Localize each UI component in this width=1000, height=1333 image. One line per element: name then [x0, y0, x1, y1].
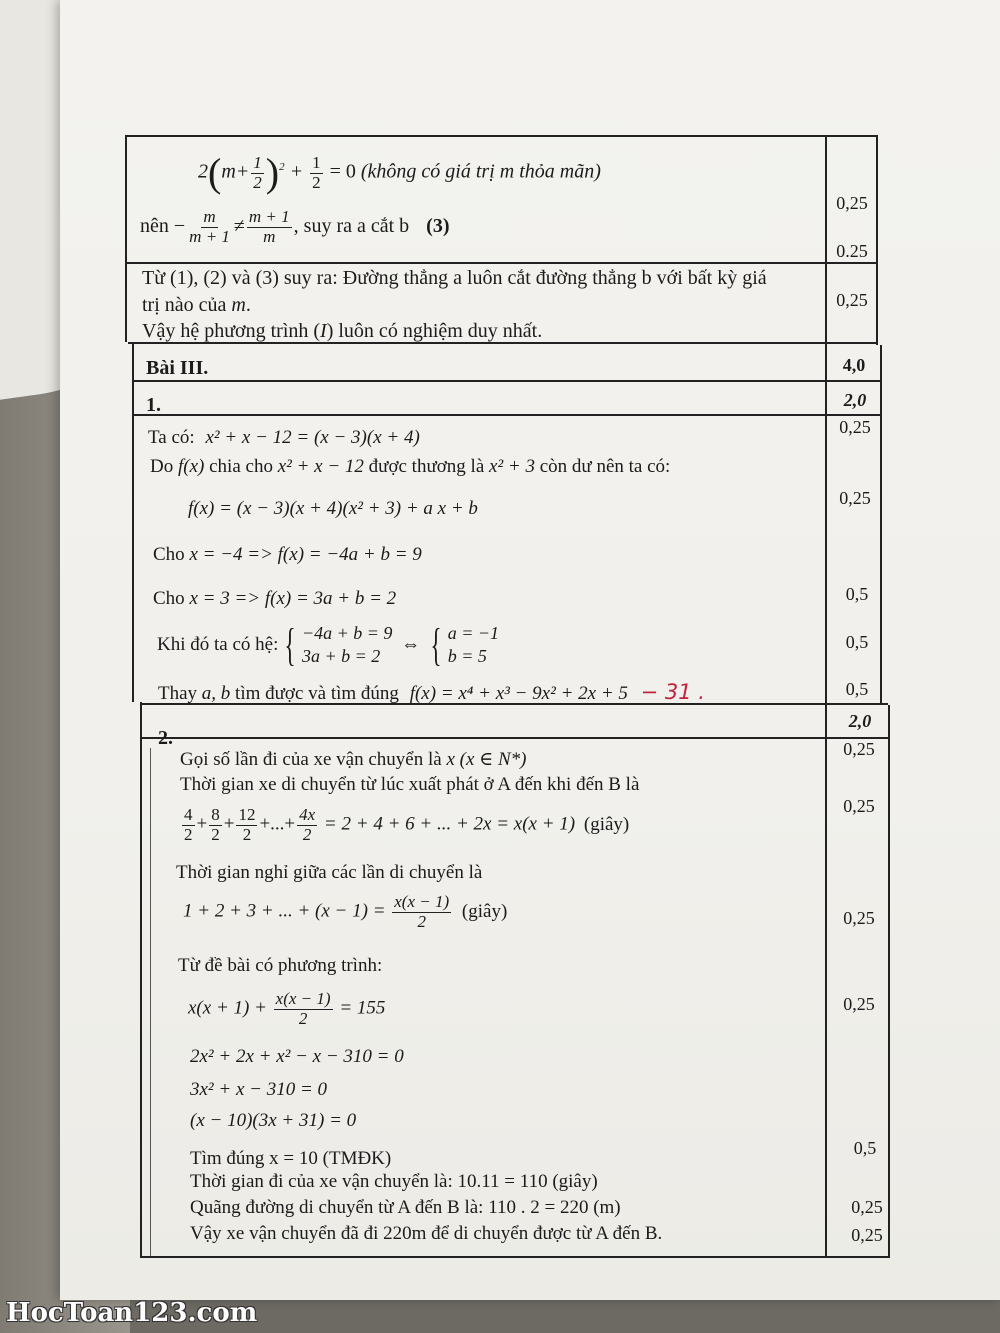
p2-score-2: 0,25	[843, 796, 875, 816]
summary-line-2-text: trị nào của	[142, 294, 227, 316]
equation-no-solution: 2(m+ $\frac{1}{2}$ )$^2$ + $\frac{1}{2}$ = 0 (không có giá trị m thỏa mãn)	[198, 150, 601, 195]
conclusion-suffix: , suy ra a cắt b	[293, 214, 410, 237]
summary-line-2: trị nào của m.	[142, 294, 251, 316]
p1-score-5: 0,5	[845, 679, 869, 699]
p2-goi-math: x (x ∈ N*)	[446, 749, 527, 770]
p2-score-3: 0,25	[843, 908, 875, 928]
p2-nghi-num: x(x − 1)	[394, 892, 450, 911]
p1-do-mid1: chia cho	[209, 456, 273, 477]
table-right-border-upper	[876, 135, 878, 345]
p2-sum-formula: $\frac{4}{2}$ + $\frac{8}{2}$ + $\frac{12}{2}$ +...+ $\frac{4x}{2}$ = 2 + 4 + 6 + ... + 2x = x(x + 1) (giây)	[184, 805, 630, 844]
p1-score-3: 0,5	[845, 584, 869, 604]
p1-sys-left-2: 3a + b = 2	[301, 646, 381, 667]
p2-score-5: 0,5	[853, 1138, 877, 1158]
summary-var-i: I	[320, 320, 327, 342]
table-left-border-upper	[125, 135, 127, 342]
p1-system: Khi đó ta có hệ: { −4a + b = 9 3a + b = 2 ⇔ { a = −1 b = 5	[157, 619, 500, 671]
p2-nghi-den: 2	[417, 911, 426, 931]
table-right-border-lower	[888, 705, 890, 1257]
p2-nghi-formula	[183, 893, 507, 931]
p1-do-prefix: Do	[150, 456, 174, 477]
p1-do-math1: x² + x − 12	[277, 456, 364, 477]
p2-thoi-gian-di: Thời gian xe di chuyển từ lúc xuất phát ở A đến khi đến B là	[180, 774, 640, 795]
no-solution-note: (không có giá trị m thỏa mãn)	[360, 160, 601, 183]
p2-sum-unit: (giây)	[583, 813, 630, 835]
p1-cho-1	[153, 544, 422, 566]
part-2-score: 2,0	[848, 711, 872, 731]
p2-pt-num: x(x − 1)	[275, 989, 331, 1008]
part-1-title: 1.	[146, 394, 161, 416]
section-score: 4,0	[842, 355, 866, 375]
p2-pt-right: = 155	[339, 997, 386, 1019]
table-left-border-middle	[132, 342, 134, 702]
p2-pt-den: 2	[298, 1008, 308, 1028]
p2-thoi-gian: Thời gian đi của xe vận chuyển là: 10.11 = 110 (giây)	[190, 1171, 598, 1192]
summary-line-3	[142, 320, 542, 343]
p1-thay-math: f(x) = x⁴ + x³ − 9x² + 2x + 5	[409, 683, 628, 704]
p2-sum-tail: = 2 + 4 + 6 + ... + 2x = x(x + 1)	[323, 813, 576, 835]
p1-cho2-prefix: Cho	[153, 588, 185, 609]
p2-step-1: 2x² + 2x + x² − x − 310 = 0	[190, 1046, 404, 1067]
p2-pt-left: x(x + 1) +	[188, 997, 267, 1019]
p1-khi-prefix: Khi đó ta có hệ:	[157, 633, 279, 655]
p2-step-3: (x − 10)(3x + 31) = 0	[190, 1110, 357, 1131]
p1-do-fx: f(x)	[177, 456, 205, 477]
p1-sys-right-2: b = 5	[447, 646, 487, 667]
p2-nghi: Thời gian nghỉ giữa các lần di chuyển là	[176, 862, 483, 883]
table-top-border	[125, 135, 877, 137]
p1-sys-right-1: a = −1	[447, 623, 500, 643]
p2-score-1: 0,25	[843, 739, 875, 759]
conclusion-a-cut-b: nên − $\frac{m}{m + 1}$ ≠ $\frac{m + 1}{m}$ , suy ra a cắt b (3)	[140, 207, 450, 246]
table-left-border-lower	[140, 702, 142, 1257]
part-2-title: 2.	[158, 727, 173, 749]
p2-vay: Vậy xe vận chuyển đã đi 220m để di chuyển được từ A đến B.	[190, 1223, 663, 1244]
p1-score-1: 0,25	[839, 417, 871, 437]
p1-thay-prefix: Thay	[158, 683, 198, 704]
part-1-score: 2,0	[843, 390, 867, 410]
p2-tim	[190, 1148, 391, 1170]
p2-score-7: 0,25	[851, 1225, 883, 1245]
summary-line-3-suffix: ) luôn có nghiệm duy nhất.	[326, 320, 543, 342]
table-bottom-border	[140, 1256, 890, 1258]
p1-ta-co-math: x² + x − 12 = (x − 3)(x + 4)	[205, 427, 420, 448]
conclusion-tag: (3)	[426, 214, 450, 237]
p2-nghi-unit: (giây)	[461, 900, 508, 922]
p1-cho-2	[153, 588, 396, 610]
p1-score-2: 0,25	[839, 488, 871, 508]
p1-do-math2: x² + 3	[489, 456, 535, 477]
conclusion-prefix: nên	[140, 214, 169, 237]
p1-thay-vars: a, b	[201, 683, 231, 704]
p2-score-4: 0,25	[843, 994, 875, 1014]
score-summary: 0,25	[836, 290, 868, 310]
p1-do-suffix: còn dư nên ta có:	[539, 456, 671, 477]
row-divider-4	[133, 414, 881, 416]
p1-thay-mid: tìm được và tìm đúng	[235, 683, 399, 704]
row-divider-6	[140, 737, 888, 739]
p1-sys-equiv: ⇔	[401, 633, 421, 655]
row-divider-3	[132, 380, 880, 382]
p1-cho1-prefix: Cho	[153, 544, 185, 565]
p1-thay-line	[158, 680, 705, 705]
p1-ta-co-label: Ta có:	[148, 427, 195, 448]
p2-nghi-math: 1 + 2 + 3 + ... + (x − 1) =	[183, 900, 386, 922]
p1-do-line	[150, 456, 670, 478]
p2-tim-label: Tìm đúng	[190, 1148, 265, 1169]
score-top-1: 0,25	[836, 193, 868, 213]
p2-tim-math: x = 10 (TMĐK)	[269, 1148, 392, 1169]
p2-quang-duong: Quãng đường di chuyển từ A đến B là: 110 . 2 = 220 (m)	[190, 1197, 621, 1218]
p1-score-4: 0,5	[845, 632, 869, 652]
summary-line-3-prefix: Vậy hệ phương trình (	[142, 320, 321, 342]
site-watermark: HocToan123.com	[6, 1298, 258, 1328]
p2-step-2: 3x² + x − 310 = 0	[190, 1079, 328, 1100]
p1-fx-expression: f(x) = (x − 3)(x + 4)(x² + 3) + a x + b	[188, 498, 478, 519]
p1-sys-left-1: −4a + b = 9	[301, 623, 393, 643]
p1-cho1-math: x = −4 => f(x) = −4a + b = 9	[189, 544, 422, 565]
handwritten-correction: − 31 .	[640, 680, 705, 704]
score-top-2: 0.25	[836, 241, 868, 261]
p1-ta-co	[148, 427, 420, 449]
p2-goi	[180, 749, 526, 771]
p2-goi-text: Gọi số lần đi của xe vận chuyển là	[180, 749, 442, 770]
summary-var-m: m	[231, 294, 246, 316]
p1-do-mid2: được thương là	[368, 456, 485, 477]
summary-line-1: Từ (1), (2) và (3) suy ra: Đường thẳng a luôn cắt đường thẳng b với bất kỳ giá	[142, 267, 767, 289]
p2-equation	[188, 990, 385, 1028]
part-2-inner-border	[150, 748, 151, 1256]
p2-de-bai: Từ đề bài có phương trình:	[178, 955, 383, 976]
p1-cho2-math: x = 3 => f(x) = 3a + b = 2	[189, 588, 397, 609]
section-title: Bài III.	[146, 357, 209, 379]
p2-score-6: 0,25	[851, 1197, 883, 1217]
row-divider-1	[125, 262, 877, 264]
